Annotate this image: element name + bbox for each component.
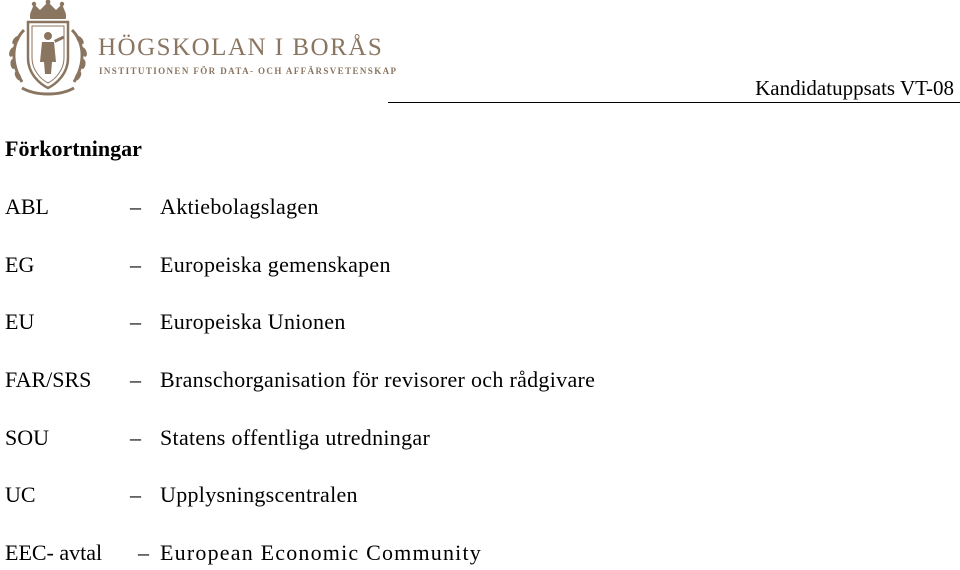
dash: – — [130, 194, 141, 219]
list-item — [0, 309, 960, 339]
definition: Upplysningscentralen — [160, 482, 358, 507]
abbreviation: UC — [5, 482, 36, 507]
university-name: HÖGSKOLAN I BORÅS — [98, 34, 384, 61]
abbreviation: ABL — [5, 194, 49, 219]
list-item — [0, 252, 960, 282]
section-title: Förkortningar — [5, 136, 142, 161]
abbreviation: EG — [5, 252, 35, 277]
abbreviation: SOU — [5, 425, 50, 450]
dash: – — [138, 540, 149, 565]
definition: Statens offentliga utredningar — [160, 425, 431, 450]
dash: – — [130, 425, 141, 450]
definition: Branschorganisation för revisorer och rådgivare — [160, 367, 596, 392]
definition: Europeiska Unionen — [160, 309, 346, 334]
abbreviation: FAR/SRS — [5, 367, 92, 392]
dash: – — [130, 367, 141, 392]
list-item — [0, 425, 960, 455]
dash: – — [130, 252, 141, 277]
dash: – — [130, 482, 141, 507]
list-item — [0, 540, 960, 570]
abbreviation: EU — [5, 309, 35, 334]
list-item — [0, 367, 960, 397]
document-title: Kandidatuppsats VT-08 — [755, 76, 954, 100]
list-item — [0, 194, 960, 224]
list-item — [0, 482, 960, 512]
definition: European Economic Community — [160, 540, 483, 565]
department-name: INSTITUTIONEN FÖR DATA- OCH AFFÄRSVETENSKAP — [99, 66, 398, 76]
abbreviation: EEC- avtal — [5, 540, 103, 565]
definition: Aktiebolagslagen — [160, 194, 319, 219]
dash: – — [130, 309, 141, 334]
definition: Europeiska gemenskapen — [160, 252, 391, 277]
